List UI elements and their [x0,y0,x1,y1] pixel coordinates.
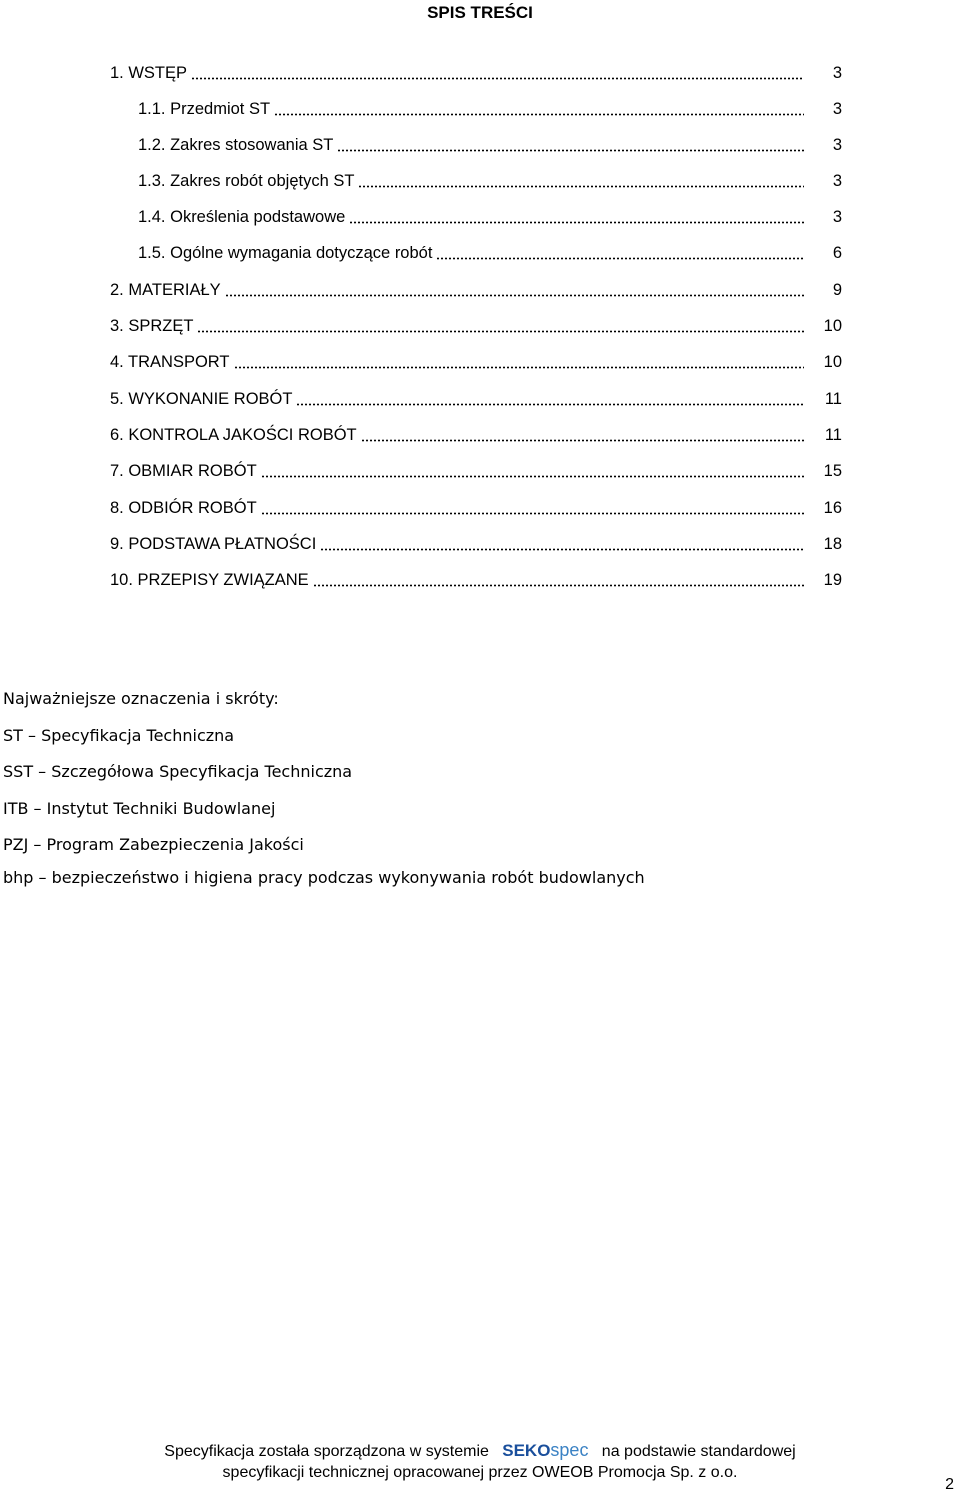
toc-entry [138,168,842,192]
toc-entry [110,495,842,519]
footer-text-before-brand: Specyfikacja została sporządzona w systemie [164,1443,489,1460]
toc-entry [138,132,842,156]
toc-entry-page: 3 [832,64,842,82]
toc-leader-dots [349,208,804,224]
toc-entry-page: 11 [824,390,842,408]
toc-entry [110,531,842,555]
toc-entry-label: 1. WSTĘP [110,64,188,82]
toc-entry [110,422,842,446]
toc-entry-page: 11 [824,426,842,444]
toc-entry [110,313,842,337]
toc-entry-page: 10 [823,353,842,371]
toc-leader-dots [320,535,804,551]
toc-entry-label: 6. KONTROLA JAKOŚCI ROBÓT [110,426,357,444]
brand-seko: SEKO [502,1441,551,1460]
toc-entry [110,386,842,410]
toc-leader-dots [296,390,804,406]
toc-entry-label: 1.5. Ogólne wymagania dotyczące robót [138,244,433,262]
toc-entry-page: 16 [823,499,842,517]
page-number: 2 [945,1476,954,1493]
toc-entry-label: 10. PRZEPISY ZWIĄZANE [110,571,309,589]
toc-entry-label: 1.2. Zakres stosowania ST [138,136,334,154]
brand-spec: spec [550,1440,589,1460]
abbreviation-item-pzj: PZJ – Program Zabezpieczenia Jakości [3,835,304,854]
toc-leader-dots [191,64,804,80]
footer-line-2: specyfikacji technicznej opracowanej przez OWEOB Promocja Sp. z o.o. [222,1464,738,1481]
footer [0,1440,960,1483]
abbreviation-item-bhp: bhp – bezpieczeństwo i higiena pracy podczas wykonywania robót budowlanych [3,868,645,887]
toc-entry-page: 19 [823,571,842,589]
toc-entry-page: 6 [832,244,842,262]
toc-entry [110,349,842,373]
toc-entry-page: 9 [832,281,842,299]
abbreviations-heading: Najważniejsze oznaczenia i skróty: [3,689,279,708]
toc-entry-page: 3 [832,136,842,154]
toc-entry-page: 15 [823,462,842,480]
toc-entry [138,96,842,120]
abbreviation-item-itb: ITB – Instytut Techniki Budowlanej [3,799,276,818]
toc-entry [110,60,842,84]
toc-leader-dots [261,462,804,478]
toc-entry-label: 8. ODBIÓR ROBÓT [110,499,257,517]
toc-leader-dots [225,281,804,297]
sekospec-logo [502,1440,589,1460]
toc-entry-label: 4. TRANSPORT [110,353,230,371]
toc-entry-label: 7. OBMIAR ROBÓT [110,462,257,480]
toc-leader-dots [261,499,804,515]
abbreviation-item-sst: SST – Szczegółowa Specyfikacja Techniczna [3,762,353,781]
toc-entry [138,204,842,228]
table-of-contents [0,60,960,620]
toc-entry-label: 1.1. Przedmiot ST [138,100,271,118]
toc-entry-page: 18 [823,535,842,553]
toc-leader-dots [313,571,804,587]
toc-leader-dots [197,317,804,333]
toc-entry [110,277,842,301]
toc-leader-dots [337,136,804,152]
toc-entry-label: 1.4. Określenia podstawowe [138,208,346,226]
footer-text-after-brand: na podstawie standardowej [601,1443,796,1460]
toc-entry [110,567,842,591]
toc-leader-dots [358,172,804,188]
toc-entry [138,240,842,264]
toc-leader-dots [436,244,804,260]
abbreviation-item-st: ST – Specyfikacja Techniczna [3,726,235,745]
page-title: SPIS TREŚCI [427,3,533,22]
toc-leader-dots [234,353,804,369]
toc-entry-page: 10 [823,317,842,335]
toc-entry-page: 3 [832,100,842,118]
toc-entry-label: 9. PODSTAWA PŁATNOŚCI [110,535,317,553]
toc-entry-label: 3. SPRZĘT [110,317,194,335]
toc-entry-page: 3 [832,172,842,190]
toc-entry-label: 2. MATERIAŁY [110,281,221,299]
toc-entry [110,458,842,482]
toc-leader-dots [274,100,804,116]
footer-line-1 [0,1440,960,1462]
toc-entry-label: 5. WYKONANIE ROBÓT [110,390,293,408]
toc-entry-page: 3 [832,208,842,226]
toc-leader-dots [361,426,804,442]
toc-entry-label: 1.3. Zakres robót objętych ST [138,172,355,190]
